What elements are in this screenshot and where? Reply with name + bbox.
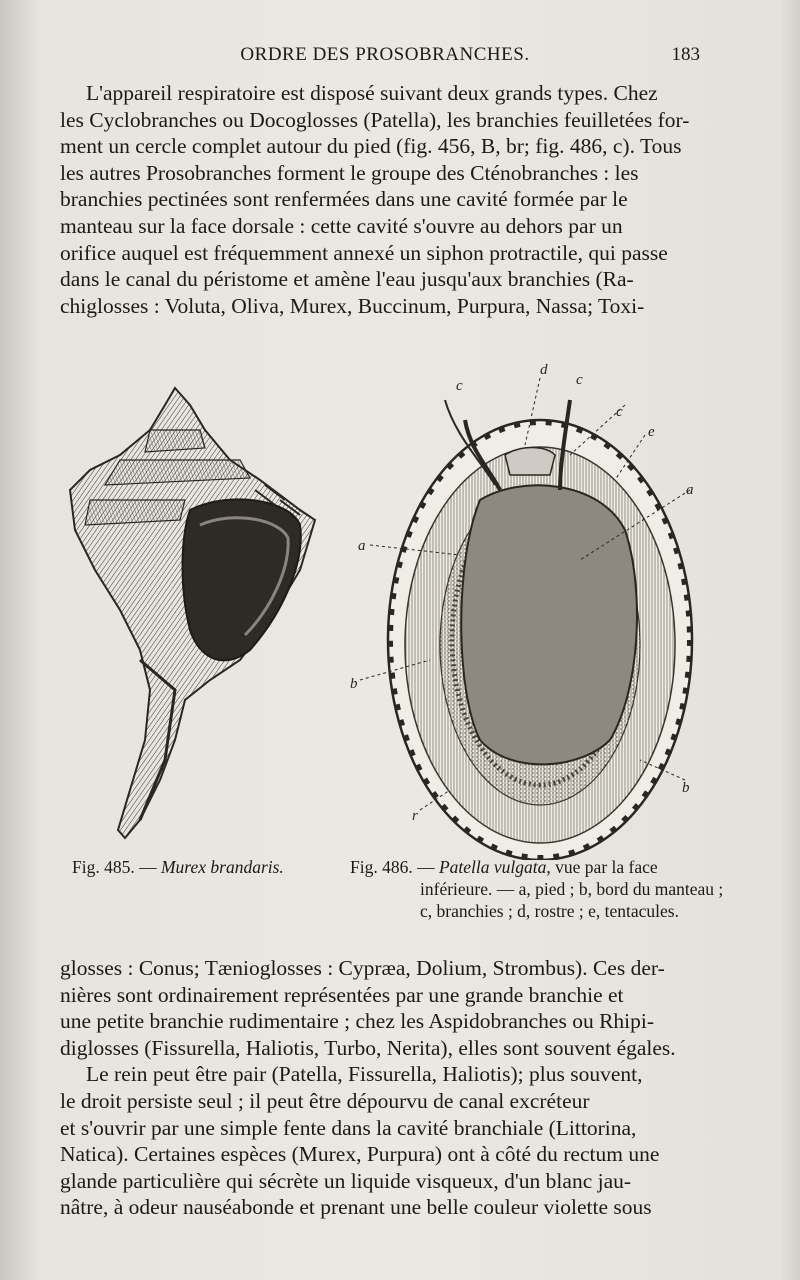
text-line: une petite branchie rudimentaire ; chez les Aspidobranches ou Rhipi- bbox=[60, 1009, 655, 1034]
text-line: ment un cercle complet autour du pied (fig. 456, B, br; fig. 486, c). Tous bbox=[60, 134, 682, 159]
caption-line: inférieure. — a, pied ; b, bord du manteau ; bbox=[420, 879, 724, 899]
text-line: glosses : Conus; Tænioglosses : Cypræa, Dolium, Strombus). Ces der- bbox=[60, 956, 665, 980]
text-line: nières sont ordinairement représentées par une grande branchie et bbox=[60, 982, 624, 1007]
caption-fig-number: Fig. 485. — bbox=[72, 857, 161, 877]
caption-text: , vue par la face bbox=[546, 857, 658, 877]
text-line: les Cyclobranches ou Docoglosses (Patella), les branchies feuilletées for- bbox=[60, 107, 690, 132]
caption-fig-486 bbox=[350, 856, 724, 922]
caption-line bbox=[350, 856, 710, 878]
text-line: dans le canal du péristome et amène l'eau jusqu'aux branchies (Ra- bbox=[60, 267, 634, 292]
label-a: a bbox=[686, 482, 694, 498]
label-a: a bbox=[358, 538, 366, 554]
text-line: glande particulière qui sécrète un liquide visqueux, d'un blanc jau- bbox=[60, 1168, 632, 1193]
murex-shell-drawing bbox=[70, 388, 315, 838]
caption-fig-485 bbox=[72, 856, 342, 878]
label-b: b bbox=[350, 676, 358, 692]
label-e: e bbox=[648, 424, 655, 440]
figures-illustration bbox=[0, 360, 800, 860]
page-number: 183 bbox=[671, 44, 700, 65]
paragraph-respiratory bbox=[60, 80, 702, 319]
text-line: et s'ouvrir par une simple fente dans la cavité branchiale (Littorina, bbox=[60, 1115, 637, 1140]
caption-line: c, branchies ; d, rostre ; e, tentacules. bbox=[420, 901, 679, 921]
patella-drawing bbox=[360, 378, 692, 860]
figure-area bbox=[0, 360, 800, 860]
text-line: les autres Prosobranches forment le groupe des Cténobranches : les bbox=[60, 160, 639, 185]
paragraph-branchies-rein bbox=[60, 955, 702, 1221]
page-header bbox=[60, 42, 710, 72]
caption-species-name: Patella vulgata bbox=[438, 857, 547, 877]
text-line: orifice auquel est fréquemment annexé un siphon protractile, qui passe bbox=[60, 240, 668, 265]
label-c: c bbox=[456, 378, 463, 394]
label-c: c bbox=[616, 404, 623, 420]
text-line: chiglosses : Voluta, Oliva, Murex, Buccinum, Purpura, Nassa; Toxi- bbox=[60, 293, 645, 318]
text-line: L'appareil respiratoire est disposé suivant deux grands types. Chez bbox=[86, 81, 658, 105]
text-line: diglosses (Fissurella, Haliotis, Turbo, Nerita), elles sont souvent égales. bbox=[60, 1035, 676, 1060]
label-d: d bbox=[540, 362, 548, 378]
text-line: Le rein peut être pair (Patella, Fissurella, Haliotis); plus souvent, bbox=[86, 1062, 643, 1087]
text-line: manteau sur la face dorsale : cette cavité s'ouvre au dehors par un bbox=[60, 213, 623, 238]
text-line: Natica). Certaines espèces (Murex, Purpura) ont à côté du rectum une bbox=[60, 1142, 660, 1167]
text-line: branchies pectinées sont renfermées dans une cavité formée par le bbox=[60, 187, 628, 212]
text-line: le droit persiste seul ; il peut être dépourvu de canal excréteur bbox=[60, 1088, 590, 1113]
caption-fig-number: Fig. 486. — bbox=[350, 857, 439, 877]
running-head: ORDRE DES PROSOBRANCHES. bbox=[240, 44, 530, 65]
label-b: b bbox=[682, 780, 690, 796]
label-r: r bbox=[412, 808, 418, 824]
text-line: nâtre, à odeur nauséabonde et prenant une belle couleur violette sous bbox=[60, 1195, 652, 1220]
label-c: c bbox=[576, 372, 583, 388]
caption-species-name: Murex brandaris. bbox=[160, 857, 284, 877]
